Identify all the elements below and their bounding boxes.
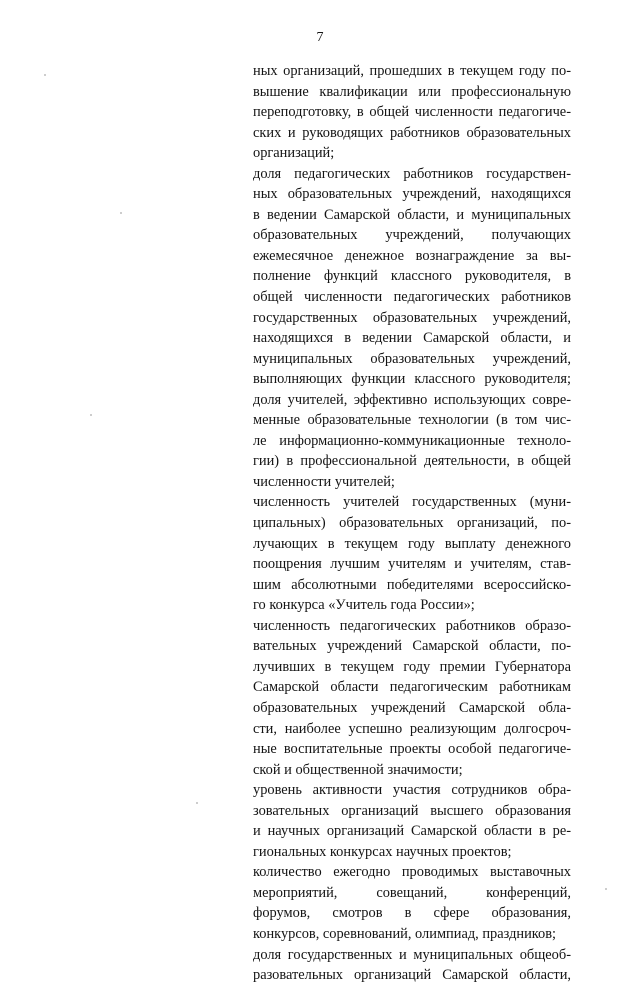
text-line: форумов, смотров в сфере образования, [253,905,571,922]
page-number: 7 [316,30,324,45]
text-line: гиональных конкурсах научных проектов; [253,843,512,860]
text-line: ные воспитательные проекты особой педагогиче- [253,741,571,758]
text-line: лучивших в текущем году премии Губернатора [253,658,571,675]
text-line: доля учителей, эффективно использующих совре- [253,391,571,408]
text-line: численность учителей государственных (муни- [253,494,571,511]
text-line: ных образовательных учреждений, находящихся [253,186,571,203]
text-line: вательных учреждений Самарской области, по- [253,638,571,655]
text-line: шим абсолютными победителями всероссийско- [253,576,571,593]
text-line: муниципальных образовательных учреждений, [253,350,571,367]
text-line: организаций; [253,145,335,162]
scan-speck [90,414,92,416]
scan-speck [120,212,122,214]
text-line: ципальных) образовательных организаций, по- [253,515,571,532]
text-line: гии) в профессиональной деятельности, в общей [253,453,571,470]
text-line: численность педагогических работников образо- [253,617,571,634]
scan-speck [605,888,607,890]
text-line: разовательных организаций Самарской области, [253,967,571,984]
text-line: поощрения лучшим учителям и учителям, став- [253,556,571,573]
text-line: конкурсов, соревнований, олимпиад, праздников; [253,925,557,942]
text-line: зовательных организаций высшего образования [253,802,571,819]
text-line: ских и руководящих работников образовательных [253,124,571,141]
text-line: находящихся в ведении Самарской области, и [253,330,571,347]
text-line: в ведении Самарской области, и муниципальных [253,206,571,223]
text-line: ежемесячное денежное вознаграждение за вы- [253,247,571,264]
text-line: Самарской области педагогическим работникам [253,679,571,696]
text-line: мероприятий, совещаний, конференций, [253,884,571,901]
scan-speck [196,802,198,804]
text-line: менные образовательные технологии (в том чис- [253,412,571,429]
body-text-column [253,61,571,986]
text-line: лучающих в текущем году выплату денежного [253,535,571,552]
text-line: общей численности педагогических работников [253,289,571,306]
text-line: ской и общественной значимости; [253,761,463,778]
text-line: количество ежегодно проводимых выставочных [253,864,571,881]
text-line: ле информационно-коммуникационные техноло- [253,432,571,449]
text-line: образовательных учреждений Самарской обла- [253,699,571,716]
text-line: и научных организаций Самарской области в ре- [253,823,571,840]
text-line: уровень активности участия сотрудников обра- [253,782,571,799]
text-line: вышение квалификации или профессиональную [253,83,571,100]
text-line: сти, наиболее успешно реализующим долгосроч- [253,720,571,737]
text-line: государственных образовательных учреждений, [253,309,571,326]
text-line: переподготовку, в общей численности педагогиче- [253,104,571,121]
text-line: полнение функций классного руководителя, в [253,268,571,285]
text-line: доля государственных и муниципальных общеоб- [253,946,571,963]
text-line: го конкурса «Учитель года России»; [253,597,475,614]
text-line: выполняющих функции классного руководителя; [253,371,571,388]
text-line: ных организаций, прошедших в текущем году по- [253,63,571,79]
scan-speck [44,74,46,76]
text-line: образовательных учреждений, получающих [253,227,571,244]
text-line: численности учителей; [253,473,395,490]
text-line: доля педагогических работников государствен- [253,165,571,182]
